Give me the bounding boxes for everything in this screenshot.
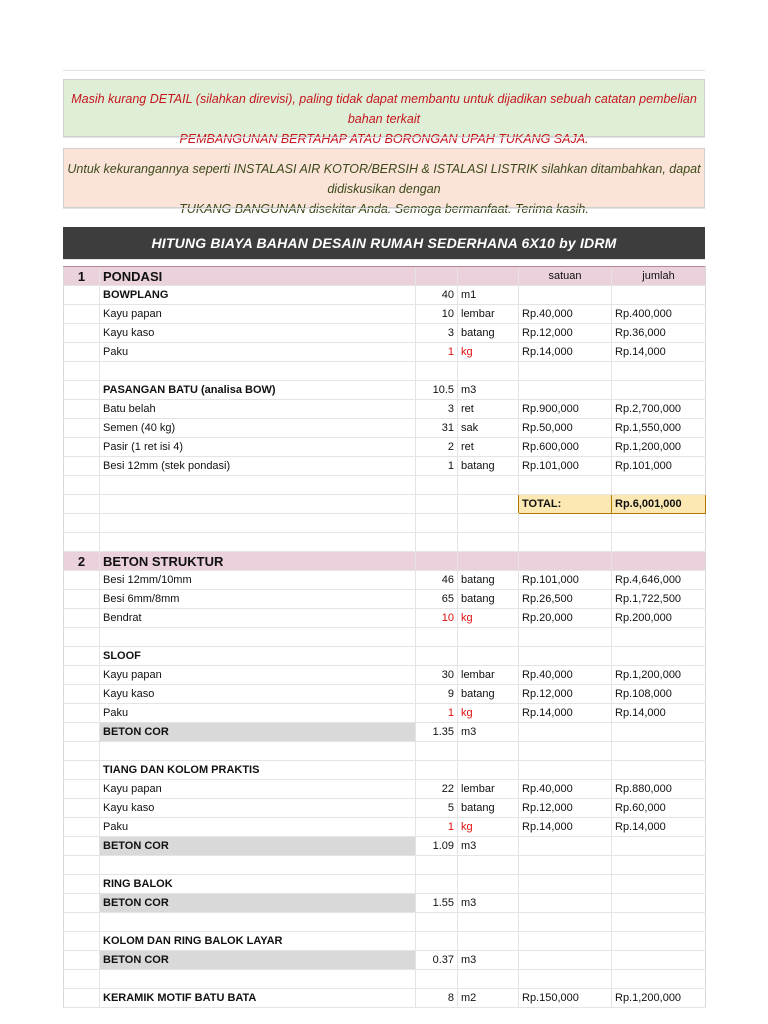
table-row bbox=[64, 305, 706, 324]
item-name-cell[interactable]: BETON COR bbox=[100, 723, 416, 742]
unit-price-cell[interactable]: Rp.14,000 bbox=[519, 704, 612, 723]
cell bbox=[416, 267, 458, 286]
unit-price-cell[interactable] bbox=[519, 913, 612, 932]
unit-cell[interactable]: m3 bbox=[458, 723, 519, 742]
item-name-cell[interactable] bbox=[100, 913, 416, 932]
total-cell[interactable] bbox=[612, 837, 706, 856]
section-number: 1 bbox=[64, 267, 100, 286]
unit-cell[interactable]: batang bbox=[458, 324, 519, 343]
quantity-cell[interactable]: 31 bbox=[416, 419, 458, 438]
unit-cell[interactable] bbox=[458, 742, 519, 761]
cell[interactable] bbox=[416, 476, 458, 495]
quantity-cell[interactable] bbox=[416, 875, 458, 894]
row-number-cell[interactable] bbox=[64, 913, 100, 932]
table-row bbox=[64, 951, 706, 970]
table-row bbox=[64, 609, 706, 628]
row-number-cell[interactable] bbox=[64, 590, 100, 609]
unit-price-cell[interactable] bbox=[519, 970, 612, 989]
header-satuan: satuan bbox=[519, 267, 612, 286]
blank-row bbox=[64, 476, 706, 495]
item-name-cell[interactable]: Semen (40 kg) bbox=[100, 419, 416, 438]
row-number-cell[interactable] bbox=[64, 362, 100, 381]
total-cell[interactable] bbox=[612, 286, 706, 305]
total-cell[interactable] bbox=[612, 894, 706, 913]
cell[interactable] bbox=[458, 495, 519, 514]
item-name-cell[interactable] bbox=[100, 362, 416, 381]
unit-cell[interactable]: sak bbox=[458, 419, 519, 438]
total-cell[interactable]: Rp.1,550,000 bbox=[612, 419, 706, 438]
unit-price-cell[interactable] bbox=[519, 837, 612, 856]
quantity-cell[interactable] bbox=[416, 856, 458, 875]
unit-cell[interactable] bbox=[458, 875, 519, 894]
total-cell[interactable] bbox=[612, 856, 706, 875]
total-cell[interactable] bbox=[612, 761, 706, 780]
quantity-cell[interactable]: 22 bbox=[416, 780, 458, 799]
row-number-cell[interactable] bbox=[64, 381, 100, 400]
cell[interactable] bbox=[416, 533, 458, 552]
total-cell[interactable] bbox=[612, 381, 706, 400]
total-cell[interactable]: Rp.101,000 bbox=[612, 457, 706, 476]
table-row bbox=[64, 324, 706, 343]
unit-cell[interactable]: batang bbox=[458, 685, 519, 704]
unit-price-cell[interactable]: Rp.600,000 bbox=[519, 438, 612, 457]
cell[interactable] bbox=[416, 495, 458, 514]
cell[interactable] bbox=[458, 514, 519, 533]
table-row bbox=[64, 723, 706, 742]
item-name-cell[interactable]: KERAMIK MOTIF BATU BATA bbox=[100, 989, 416, 1008]
cell[interactable] bbox=[458, 476, 519, 495]
header-jumlah: jumlah bbox=[612, 267, 706, 286]
quantity-cell[interactable]: 1.09 bbox=[416, 837, 458, 856]
unit-cell[interactable]: kg bbox=[458, 343, 519, 362]
row-number-cell[interactable] bbox=[64, 647, 100, 666]
row-number-cell[interactable] bbox=[64, 856, 100, 875]
quantity-cell[interactable]: 1.55 bbox=[416, 894, 458, 913]
cost-table bbox=[63, 266, 706, 1008]
row-number-cell[interactable] bbox=[64, 761, 100, 780]
item-name-cell[interactable]: Pasir (1 ret isi 4) bbox=[100, 438, 416, 457]
section-title: BETON STRUKTUR bbox=[100, 552, 416, 571]
item-name-cell[interactable]: KOLOM DAN RING BALOK LAYAR bbox=[100, 932, 416, 951]
quantity-cell[interactable]: 0.37 bbox=[416, 951, 458, 970]
item-name-cell[interactable]: Kayu papan bbox=[100, 666, 416, 685]
blank-row bbox=[64, 514, 706, 533]
unit-price-cell[interactable]: Rp.40,000 bbox=[519, 305, 612, 324]
unit-cell[interactable]: lembar bbox=[458, 305, 519, 324]
table-row bbox=[64, 628, 706, 647]
unit-price-cell[interactable] bbox=[519, 894, 612, 913]
quantity-cell[interactable]: 40 bbox=[416, 286, 458, 305]
quantity-cell[interactable]: 3 bbox=[416, 400, 458, 419]
cell[interactable] bbox=[64, 514, 100, 533]
item-name-cell[interactable]: BETON COR bbox=[100, 951, 416, 970]
section-title: PONDASI bbox=[100, 267, 416, 286]
table-row bbox=[64, 438, 706, 457]
cell[interactable] bbox=[612, 514, 706, 533]
total-row bbox=[64, 495, 706, 514]
table-row bbox=[64, 685, 706, 704]
cell[interactable] bbox=[612, 476, 706, 495]
table-row bbox=[64, 818, 706, 837]
note-revision-line1: Masih kurang DETAIL (silahkan direvisi), paling tidak dapat membantu untuk dijadikan sebuah catatan pembelian bahan terkait bbox=[71, 92, 697, 126]
total-cell[interactable] bbox=[612, 875, 706, 894]
table-row bbox=[64, 913, 706, 932]
row-number-cell[interactable] bbox=[64, 704, 100, 723]
item-name-cell[interactable]: Kayu kaso bbox=[100, 799, 416, 818]
unit-cell[interactable]: m3 bbox=[458, 837, 519, 856]
unit-cell[interactable]: m2 bbox=[458, 989, 519, 1008]
total-cell[interactable] bbox=[612, 362, 706, 381]
item-name-cell[interactable]: Kayu kaso bbox=[100, 324, 416, 343]
row-number-cell[interactable] bbox=[64, 932, 100, 951]
cell[interactable] bbox=[64, 495, 100, 514]
table-row bbox=[64, 457, 706, 476]
table-row bbox=[64, 400, 706, 419]
item-name-cell[interactable]: Besi 12mm (stek pondasi) bbox=[100, 457, 416, 476]
unit-price-cell[interactable] bbox=[519, 647, 612, 666]
unit-price-cell[interactable]: Rp.20,000 bbox=[519, 609, 612, 628]
table-row bbox=[64, 343, 706, 362]
cell bbox=[416, 552, 458, 571]
row-number-cell[interactable] bbox=[64, 818, 100, 837]
table-row bbox=[64, 419, 706, 438]
row-number-cell[interactable] bbox=[64, 780, 100, 799]
table-row bbox=[64, 780, 706, 799]
blank-row bbox=[63, 137, 705, 148]
unit-cell[interactable] bbox=[458, 647, 519, 666]
quantity-cell[interactable] bbox=[416, 761, 458, 780]
item-name-cell[interactable]: BETON COR bbox=[100, 837, 416, 856]
total-cell[interactable]: Rp.14,000 bbox=[612, 343, 706, 362]
quantity-cell[interactable]: 1 bbox=[416, 704, 458, 723]
section-number: 2 bbox=[64, 552, 100, 571]
item-name-cell[interactable]: Batu belah bbox=[100, 400, 416, 419]
total-cell[interactable] bbox=[612, 647, 706, 666]
table-row bbox=[64, 590, 706, 609]
total-cell[interactable]: Rp.400,000 bbox=[612, 305, 706, 324]
note-installation bbox=[63, 148, 705, 216]
unit-cell[interactable] bbox=[458, 362, 519, 381]
item-name-cell[interactable]: Paku bbox=[100, 818, 416, 837]
unit-price-cell[interactable]: Rp.12,000 bbox=[519, 324, 612, 343]
row-number-cell[interactable] bbox=[64, 970, 100, 989]
unit-price-cell[interactable]: Rp.14,000 bbox=[519, 343, 612, 362]
header-satuan bbox=[519, 552, 612, 571]
cell[interactable] bbox=[100, 495, 416, 514]
quantity-cell[interactable]: 5 bbox=[416, 799, 458, 818]
table-row bbox=[64, 837, 706, 856]
total-cell[interactable]: Rp.1,722,500 bbox=[612, 590, 706, 609]
unit-price-cell[interactable] bbox=[519, 742, 612, 761]
cell[interactable] bbox=[100, 514, 416, 533]
table-row bbox=[64, 286, 706, 305]
unit-cell[interactable]: batang bbox=[458, 571, 519, 590]
row-number-cell[interactable] bbox=[64, 609, 100, 628]
item-name-cell[interactable]: BETON COR bbox=[100, 894, 416, 913]
unit-price-cell[interactable] bbox=[519, 932, 612, 951]
row-number-cell[interactable] bbox=[64, 343, 100, 362]
unit-cell[interactable] bbox=[458, 628, 519, 647]
table-row bbox=[64, 761, 706, 780]
total-cell[interactable] bbox=[612, 628, 706, 647]
cell bbox=[458, 267, 519, 286]
unit-price-cell[interactable] bbox=[519, 761, 612, 780]
note-revision bbox=[63, 79, 705, 146]
unit-price-cell[interactable] bbox=[519, 951, 612, 970]
note-revision-line2: PEMBANGUNAN BERTAHAP ATAU BORONGAN UPAH TUKANG SAJA. bbox=[179, 132, 589, 146]
quantity-cell[interactable]: 2 bbox=[416, 438, 458, 457]
table-row bbox=[64, 932, 706, 951]
cell[interactable] bbox=[416, 514, 458, 533]
row-number-cell[interactable] bbox=[64, 894, 100, 913]
unit-cell[interactable]: batang bbox=[458, 590, 519, 609]
cell bbox=[458, 552, 519, 571]
unit-cell[interactable]: m3 bbox=[458, 381, 519, 400]
unit-price-cell[interactable]: Rp.40,000 bbox=[519, 666, 612, 685]
item-name-cell[interactable]: Kayu papan bbox=[100, 780, 416, 799]
row-number-cell[interactable] bbox=[64, 875, 100, 894]
blank-row bbox=[63, 208, 705, 227]
quantity-cell[interactable]: 1 bbox=[416, 818, 458, 837]
unit-price-cell[interactable]: Rp.101,000 bbox=[519, 571, 612, 590]
row-number-cell[interactable] bbox=[64, 571, 100, 590]
quantity-cell[interactable] bbox=[416, 647, 458, 666]
row-number-cell[interactable] bbox=[64, 457, 100, 476]
quantity-cell[interactable]: 46 bbox=[416, 571, 458, 590]
blank-row bbox=[64, 533, 706, 552]
table-row bbox=[64, 666, 706, 685]
quantity-cell[interactable]: 1 bbox=[416, 457, 458, 476]
quantity-cell[interactable]: 30 bbox=[416, 666, 458, 685]
unit-cell[interactable]: batang bbox=[458, 457, 519, 476]
row-number-cell[interactable] bbox=[64, 723, 100, 742]
total-cell[interactable]: Rp.1,200,000 bbox=[612, 989, 706, 1008]
item-name-cell[interactable]: Paku bbox=[100, 343, 416, 362]
quantity-cell[interactable]: 65 bbox=[416, 590, 458, 609]
total-label: TOTAL: bbox=[519, 495, 612, 514]
unit-price-cell[interactable]: Rp.900,000 bbox=[519, 400, 612, 419]
unit-price-cell[interactable]: Rp.40,000 bbox=[519, 780, 612, 799]
table-row bbox=[64, 362, 706, 381]
row-number-cell[interactable] bbox=[64, 324, 100, 343]
total-cell[interactable] bbox=[612, 913, 706, 932]
total-cell[interactable]: Rp.36,000 bbox=[612, 324, 706, 343]
row-number-cell[interactable] bbox=[64, 438, 100, 457]
unit-price-cell[interactable]: Rp.14,000 bbox=[519, 818, 612, 837]
quantity-cell[interactable] bbox=[416, 913, 458, 932]
cell[interactable] bbox=[458, 533, 519, 552]
item-name-cell[interactable]: Kayu papan bbox=[100, 305, 416, 324]
item-name-cell[interactable]: Besi 6mm/8mm bbox=[100, 590, 416, 609]
total-cell[interactable]: Rp.880,000 bbox=[612, 780, 706, 799]
section-header bbox=[64, 552, 706, 571]
unit-cell[interactable]: lembar bbox=[458, 780, 519, 799]
total-cell[interactable] bbox=[612, 932, 706, 951]
unit-price-cell[interactable] bbox=[519, 362, 612, 381]
item-name-cell[interactable]: TIANG DAN KOLOM PRAKTIS bbox=[100, 761, 416, 780]
cell[interactable] bbox=[612, 533, 706, 552]
unit-cell[interactable]: kg bbox=[458, 818, 519, 837]
table-row bbox=[64, 647, 706, 666]
table-row bbox=[64, 970, 706, 989]
quantity-cell[interactable]: 10 bbox=[416, 609, 458, 628]
table-row bbox=[64, 856, 706, 875]
quantity-cell[interactable] bbox=[416, 970, 458, 989]
row-number-cell[interactable] bbox=[64, 628, 100, 647]
unit-cell[interactable]: kg bbox=[458, 704, 519, 723]
section-header bbox=[64, 267, 706, 286]
item-name-cell[interactable] bbox=[100, 742, 416, 761]
row-number-cell[interactable] bbox=[64, 419, 100, 438]
row-number-cell[interactable] bbox=[64, 666, 100, 685]
total-cell[interactable]: Rp.1,200,000 bbox=[612, 438, 706, 457]
table-row bbox=[64, 381, 706, 400]
unit-price-cell[interactable]: Rp.12,000 bbox=[519, 799, 612, 818]
unit-cell[interactable]: ret bbox=[458, 400, 519, 419]
unit-price-cell[interactable]: Rp.150,000 bbox=[519, 989, 612, 1008]
row-number-cell[interactable] bbox=[64, 742, 100, 761]
total-cell[interactable]: Rp.60,000 bbox=[612, 799, 706, 818]
table-row bbox=[64, 989, 706, 1008]
total-cell[interactable]: Rp.14,000 bbox=[612, 818, 706, 837]
unit-price-cell[interactable] bbox=[519, 723, 612, 742]
total-cell[interactable]: Rp.1,200,000 bbox=[612, 666, 706, 685]
cell[interactable] bbox=[100, 533, 416, 552]
unit-price-cell[interactable] bbox=[519, 286, 612, 305]
table-row bbox=[64, 875, 706, 894]
table-row bbox=[64, 894, 706, 913]
total-cell[interactable] bbox=[612, 723, 706, 742]
unit-price-cell[interactable] bbox=[519, 381, 612, 400]
row-number-cell[interactable] bbox=[64, 951, 100, 970]
item-name-cell[interactable] bbox=[100, 628, 416, 647]
item-name-cell[interactable]: Kayu kaso bbox=[100, 685, 416, 704]
quantity-cell[interactable] bbox=[416, 932, 458, 951]
quantity-cell[interactable]: 1.35 bbox=[416, 723, 458, 742]
item-name-cell[interactable]: SLOOF bbox=[100, 647, 416, 666]
total-cell[interactable]: Rp.108,000 bbox=[612, 685, 706, 704]
spreadsheet bbox=[63, 70, 705, 1008]
unit-cell[interactable] bbox=[458, 932, 519, 951]
unit-cell[interactable]: kg bbox=[458, 609, 519, 628]
total-cell[interactable]: Rp.2,700,000 bbox=[612, 400, 706, 419]
unit-cell[interactable] bbox=[458, 970, 519, 989]
cell[interactable] bbox=[100, 476, 416, 495]
total-cell[interactable]: Rp.200,000 bbox=[612, 609, 706, 628]
row-number-cell[interactable] bbox=[64, 685, 100, 704]
item-name-cell[interactable]: BOWPLANG bbox=[100, 286, 416, 305]
unit-cell[interactable]: m3 bbox=[458, 951, 519, 970]
note-installation-line1: Untuk kekurangannya seperti INSTALASI AIR KOTOR/BERSIH & ISTALASI LISTRIK silahkan ditambahkan, dapat didiskusikan dengan bbox=[67, 162, 701, 196]
quantity-cell[interactable] bbox=[416, 362, 458, 381]
quantity-cell[interactable] bbox=[416, 742, 458, 761]
item-name-cell[interactable] bbox=[100, 856, 416, 875]
quantity-cell[interactable]: 10 bbox=[416, 305, 458, 324]
cell[interactable] bbox=[519, 476, 612, 495]
unit-cell[interactable]: m1 bbox=[458, 286, 519, 305]
item-name-cell[interactable]: Paku bbox=[100, 704, 416, 723]
total-cell[interactable]: Rp.14,000 bbox=[612, 704, 706, 723]
item-name-cell[interactable] bbox=[100, 970, 416, 989]
quantity-cell[interactable] bbox=[416, 628, 458, 647]
cell[interactable] bbox=[64, 533, 100, 552]
sheet-title: HITUNG BIAYA BAHAN DESAIN RUMAH SEDERHANA 6X10 by IDRM bbox=[63, 227, 705, 259]
header-jumlah bbox=[612, 552, 706, 571]
unit-cell[interactable]: lembar bbox=[458, 666, 519, 685]
unit-price-cell[interactable] bbox=[519, 628, 612, 647]
item-name-cell[interactable]: Bendrat bbox=[100, 609, 416, 628]
unit-cell[interactable] bbox=[458, 913, 519, 932]
quantity-cell[interactable]: 10.5 bbox=[416, 381, 458, 400]
table-row bbox=[64, 742, 706, 761]
row-number-cell[interactable] bbox=[64, 400, 100, 419]
total-cell[interactable]: Rp.4,646,000 bbox=[612, 571, 706, 590]
unit-price-cell[interactable]: Rp.101,000 bbox=[519, 457, 612, 476]
total-cell[interactable] bbox=[612, 970, 706, 989]
unit-price-cell[interactable]: Rp.26,500 bbox=[519, 590, 612, 609]
unit-cell[interactable] bbox=[458, 856, 519, 875]
unit-cell[interactable]: m3 bbox=[458, 894, 519, 913]
row-number-cell[interactable] bbox=[64, 286, 100, 305]
unit-cell[interactable]: ret bbox=[458, 438, 519, 457]
quantity-cell[interactable]: 8 bbox=[416, 989, 458, 1008]
note-installation-line2: TUKANG BANGUNAN disekitar Anda. Semoga bermanfaat. Terima kasih. bbox=[179, 202, 589, 216]
total-value[interactable]: Rp.6,001,000 bbox=[612, 495, 706, 514]
unit-cell[interactable]: batang bbox=[458, 799, 519, 818]
quantity-cell[interactable]: 3 bbox=[416, 324, 458, 343]
unit-price-cell[interactable] bbox=[519, 875, 612, 894]
unit-price-cell[interactable]: Rp.50,000 bbox=[519, 419, 612, 438]
quantity-cell[interactable]: 1 bbox=[416, 343, 458, 362]
cell[interactable] bbox=[64, 476, 100, 495]
blank-row bbox=[63, 70, 705, 79]
row-number-cell[interactable] bbox=[64, 305, 100, 324]
total-cell[interactable] bbox=[612, 951, 706, 970]
item-name-cell[interactable]: RING BALOK bbox=[100, 875, 416, 894]
total-cell[interactable] bbox=[612, 742, 706, 761]
item-name-cell[interactable]: PASANGAN BATU (analisa BOW) bbox=[100, 381, 416, 400]
row-number-cell[interactable] bbox=[64, 837, 100, 856]
row-number-cell[interactable] bbox=[64, 799, 100, 818]
blank-row bbox=[63, 259, 705, 266]
cell[interactable] bbox=[519, 533, 612, 552]
unit-price-cell[interactable]: Rp.12,000 bbox=[519, 685, 612, 704]
quantity-cell[interactable]: 9 bbox=[416, 685, 458, 704]
cell[interactable] bbox=[519, 514, 612, 533]
item-name-cell[interactable]: Besi 12mm/10mm bbox=[100, 571, 416, 590]
table-row bbox=[64, 704, 706, 723]
row-number-cell[interactable] bbox=[64, 989, 100, 1008]
unit-price-cell[interactable] bbox=[519, 856, 612, 875]
table-row bbox=[64, 799, 706, 818]
table-row bbox=[64, 571, 706, 590]
unit-cell[interactable] bbox=[458, 761, 519, 780]
